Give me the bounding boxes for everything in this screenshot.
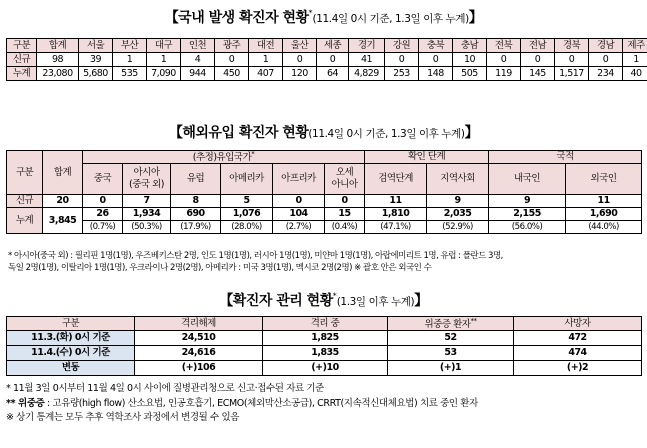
- t3-header-label: 사망자: [564, 317, 591, 329]
- t1-cell: 0: [283, 53, 317, 67]
- t1-cell: 253: [385, 67, 419, 81]
- t2-new-cell: 8: [171, 195, 221, 208]
- t2-subheader-cell: 지역사회: [427, 164, 489, 195]
- t1-header-cell: 전남: [521, 39, 555, 53]
- t2-cum-cell: 15: [325, 208, 365, 221]
- t1-cell: 944: [181, 67, 215, 81]
- t3-header-label: 구분: [61, 317, 80, 329]
- t2-new-cell: 11: [566, 195, 642, 208]
- t2-cum-cell: 2,155: [489, 208, 566, 221]
- t3-cell: 11.4.(수) 0시 기준: [7, 346, 135, 361]
- management-table: [6, 316, 642, 376]
- t1-row: [7, 53, 647, 67]
- t1-cell: 0: [385, 53, 419, 67]
- overseas-note-line2: 독일 2명(1명), 이탈리아 1명(1명), 우크라이나 2명(2명), 아메리카 : 미국 3명(1명), 멕시코 2명(2명) ※ 괄호 안은 외국인 수: [8, 263, 432, 273]
- t1-cell: 98: [37, 53, 79, 67]
- footer-note-3: ※ 상기 통계는 모두 추후 역학조사 과정에서 변경될 수 있음: [6, 412, 240, 423]
- t3-cell: 474: [514, 346, 642, 361]
- t1-cell: 0: [317, 53, 349, 67]
- domestic-title-star: *: [308, 8, 313, 18]
- t1-cell: 1: [147, 53, 181, 67]
- t1-header-cell: 충북: [419, 39, 453, 53]
- t2-cum-label: 누계: [7, 208, 43, 234]
- t3-cell: 1,835: [263, 346, 388, 361]
- t3-header-cell: [514, 317, 642, 331]
- t3-cell: 1,825: [263, 331, 388, 346]
- t2-subheader-cell: 아시아 (중국 외): [123, 164, 171, 195]
- t2-pct-cell: (28.0%): [221, 221, 273, 234]
- t3-cell: 472: [514, 331, 642, 346]
- t1-cell: 1: [113, 53, 147, 67]
- overseas-title: [0, 122, 647, 142]
- t3-cell: 11.3.(화) 0시 기준: [7, 331, 135, 346]
- t1-header-cell: 울산: [283, 39, 317, 53]
- t1-header-cell: 충남: [453, 39, 487, 53]
- t1-header-cell: 서울: [79, 39, 113, 53]
- t1-cell: 신규: [7, 53, 37, 67]
- t2-group-countries: [83, 151, 365, 164]
- t3-row: [7, 346, 642, 361]
- t2-group-countries-label: (추정)유입국가: [192, 152, 252, 164]
- t2-cum-total: 3,845: [43, 208, 83, 234]
- t2-pct-cell: (2.7%): [273, 221, 325, 234]
- t2-cum-cell: 2,035: [427, 208, 489, 221]
- domestic-title-close: 】: [468, 10, 483, 26]
- t1-cell: 1: [623, 53, 647, 67]
- t1-cell: 41: [349, 53, 385, 67]
- t3-cell: (+)106: [135, 361, 263, 376]
- t2-cum-cell: 1,076: [221, 208, 273, 221]
- t2-subheader-cell: 중국: [83, 164, 123, 195]
- t1-header-cell: 합계: [37, 39, 79, 53]
- t1-row: [7, 67, 647, 81]
- footer-note-2: [6, 397, 478, 412]
- t1-cell: 0: [215, 53, 249, 67]
- t2-new-cell: 5: [221, 195, 273, 208]
- t2-new-cell: 7: [123, 195, 171, 208]
- overseas-title-close: 】: [464, 125, 479, 141]
- t1-cell: 7,090: [147, 67, 181, 81]
- t1-cell: 120: [283, 67, 317, 81]
- t2-cum-cell: 104: [273, 208, 325, 221]
- t1-cell: 4,829: [349, 67, 385, 81]
- t2-subheader-cell: 아프리카: [273, 164, 325, 195]
- t3-header-cell: [7, 317, 135, 331]
- t2-new-cell: 9: [489, 195, 566, 208]
- t1-cell: 0: [419, 53, 453, 67]
- t2-new-cell: 0: [273, 195, 325, 208]
- t2-cum-cell: 1,934: [123, 208, 171, 221]
- t1-header-cell: 강원: [385, 39, 419, 53]
- t1-cell: 4: [181, 53, 215, 67]
- t2-total-header: 합계: [43, 151, 83, 195]
- overseas-title-main: 【해외유입 확진자 현황: [168, 125, 309, 141]
- t2-pct-cell: (56.0%): [489, 221, 566, 234]
- t3-cell: (+)2: [514, 361, 642, 376]
- t1-header-cell: 제주: [623, 39, 647, 53]
- management-title: [0, 290, 647, 310]
- management-title-close: 】: [414, 293, 428, 309]
- t1-cell: 40: [623, 67, 647, 81]
- overseas-title-sub: (11.4일 0시 기준, 1.3일 이후 누계): [308, 128, 465, 140]
- overseas-note: [8, 250, 503, 274]
- footer-notes: [6, 382, 478, 426]
- t2-subheader-cell: 유럽: [171, 164, 221, 195]
- t3-header-cell: [135, 317, 263, 331]
- management-title-sub: (1.3일 이후 누계): [336, 296, 415, 308]
- t2-subheader-cell: 외국인: [566, 164, 642, 195]
- t1-cell: 23,080: [37, 67, 79, 81]
- t3-header-label: 격리해제: [181, 317, 216, 329]
- management-title-main: 【확진자 관리 현황: [219, 293, 333, 309]
- t2-cum-cell: 1,690: [566, 208, 642, 221]
- t1-header-cell: 경북: [555, 39, 589, 53]
- t2-cum-cell: 690: [171, 208, 221, 221]
- t2-cum-cell: 1,810: [365, 208, 427, 221]
- t2-pct-cell: (47.1%): [365, 221, 427, 234]
- t1-cell: 234: [589, 67, 623, 81]
- t2-new-cell: 9: [427, 195, 489, 208]
- t1-cell: 535: [113, 67, 147, 81]
- footer-note-2-label: ** 위중증: [6, 397, 45, 409]
- t2-new-cell: 0: [325, 195, 365, 208]
- t2-pct-cell: (0.7%): [83, 221, 123, 234]
- t1-cell: 39: [79, 53, 113, 67]
- t2-new-label: 신규: [7, 195, 43, 208]
- t1-cell: 5,680: [79, 67, 113, 81]
- t2-new-cell: 0: [83, 195, 123, 208]
- t3-cell: 52: [388, 331, 514, 346]
- t2-cum-cell: 26: [83, 208, 123, 221]
- t2-new-cell: 20: [43, 195, 83, 208]
- t3-row: [7, 361, 642, 376]
- t2-subheader-cell: 오세 아니아: [325, 164, 365, 195]
- t3-cell: (+)10: [263, 361, 388, 376]
- domestic-table: [6, 38, 647, 81]
- t2-new-cell: 11: [365, 195, 427, 208]
- t1-cell: 505: [453, 67, 487, 81]
- t2-group-nationality: 국적: [489, 151, 642, 164]
- t2-pct-cell: (44.0%): [566, 221, 642, 234]
- t1-header-cell: 광주: [215, 39, 249, 53]
- t3-cell: 53: [388, 346, 514, 361]
- t1-header-cell: 부산: [113, 39, 147, 53]
- t2-pct-cell: (50.3%): [123, 221, 171, 234]
- footer-note-1: * 11월 3일 0시부터 11월 4일 0시 사이에 질병관리청으로 신고·접수된 자료 기준: [6, 383, 324, 394]
- t1-cell: 145: [521, 67, 555, 81]
- t1-cell: 누계: [7, 67, 37, 81]
- t2-group-stage: 확인 단계: [365, 151, 489, 164]
- t1-cell: 64: [317, 67, 349, 81]
- t1-cell: 119: [487, 67, 521, 81]
- t1-header-cell: 경남: [589, 39, 623, 53]
- t3-cell: 24,510: [135, 331, 263, 346]
- overseas-table: [6, 150, 642, 234]
- t1-header-cell: 세종: [317, 39, 349, 53]
- t1-cell: 148: [419, 67, 453, 81]
- domestic-title-main: 【국내 발생 확진자 현황: [164, 10, 309, 26]
- t1-cell: 450: [215, 67, 249, 81]
- t3-severe-star: **: [470, 316, 477, 325]
- t1-header-cell: 대전: [249, 39, 283, 53]
- domestic-title: [0, 7, 647, 27]
- t2-subheader-cell: 아메리카: [221, 164, 273, 195]
- t1-header-cell: 경기: [349, 39, 385, 53]
- t1-cell: 407: [249, 67, 283, 81]
- t3-header-label: 격리 중: [310, 317, 340, 329]
- t1-header-cell: 전북: [487, 39, 521, 53]
- footer-note-2-text: : 고유량(high flow) 산소요법, 인공호흡기, ECMO(체외막산소공급), CRRT(지속적신대체요법) 치료 중인 환자: [44, 397, 478, 409]
- overseas-note-line1: * 아시아(중국 외) : 필리핀 1명(1명), 우즈베키스탄 2명, 인도 1명(1명), 러시아 1명(1명), 미얀마 1명(1명), 아랍에미리트 1명, 유럽 : 폴란드 3명,: [8, 251, 503, 261]
- t3-cell: 변동: [7, 361, 135, 376]
- t1-cell: 0: [589, 53, 623, 67]
- t1-cell: 0: [487, 53, 521, 67]
- t3-header-label: 위중증 환자: [424, 318, 471, 330]
- t2-subheader-cell: 내국인: [489, 164, 566, 195]
- t1-cell: 1,517: [555, 67, 589, 81]
- domestic-title-sub: (11.4일 0시 기준, 1.3일 이후 누계): [312, 13, 469, 25]
- t3-cell: (+)1: [388, 361, 514, 376]
- management-title-star: *: [332, 291, 337, 301]
- t3-row: [7, 331, 642, 346]
- t1-cell: 0: [521, 53, 555, 67]
- t3-cell: 24,616: [135, 346, 263, 361]
- t3-header-cell: [388, 317, 514, 331]
- t1-cell: 1: [249, 53, 283, 67]
- t1-header-cell: 인천: [181, 39, 215, 53]
- t3-header-cell: [263, 317, 388, 331]
- t2-group-countries-star: *: [251, 150, 255, 159]
- t1-cell: 0: [555, 53, 589, 67]
- t2-pct-cell: (17.9%): [171, 221, 221, 234]
- t1-cell: 10: [453, 53, 487, 67]
- t1-header-cell: 대구: [147, 39, 181, 53]
- t2-pct-cell: (0.4%): [325, 221, 365, 234]
- t1-header-cell: 구분: [7, 39, 37, 53]
- t2-pct-cell: (52.9%): [427, 221, 489, 234]
- t2-gubun-header: 구분: [7, 151, 43, 195]
- t2-subheader-cell: 검역단계: [365, 164, 427, 195]
